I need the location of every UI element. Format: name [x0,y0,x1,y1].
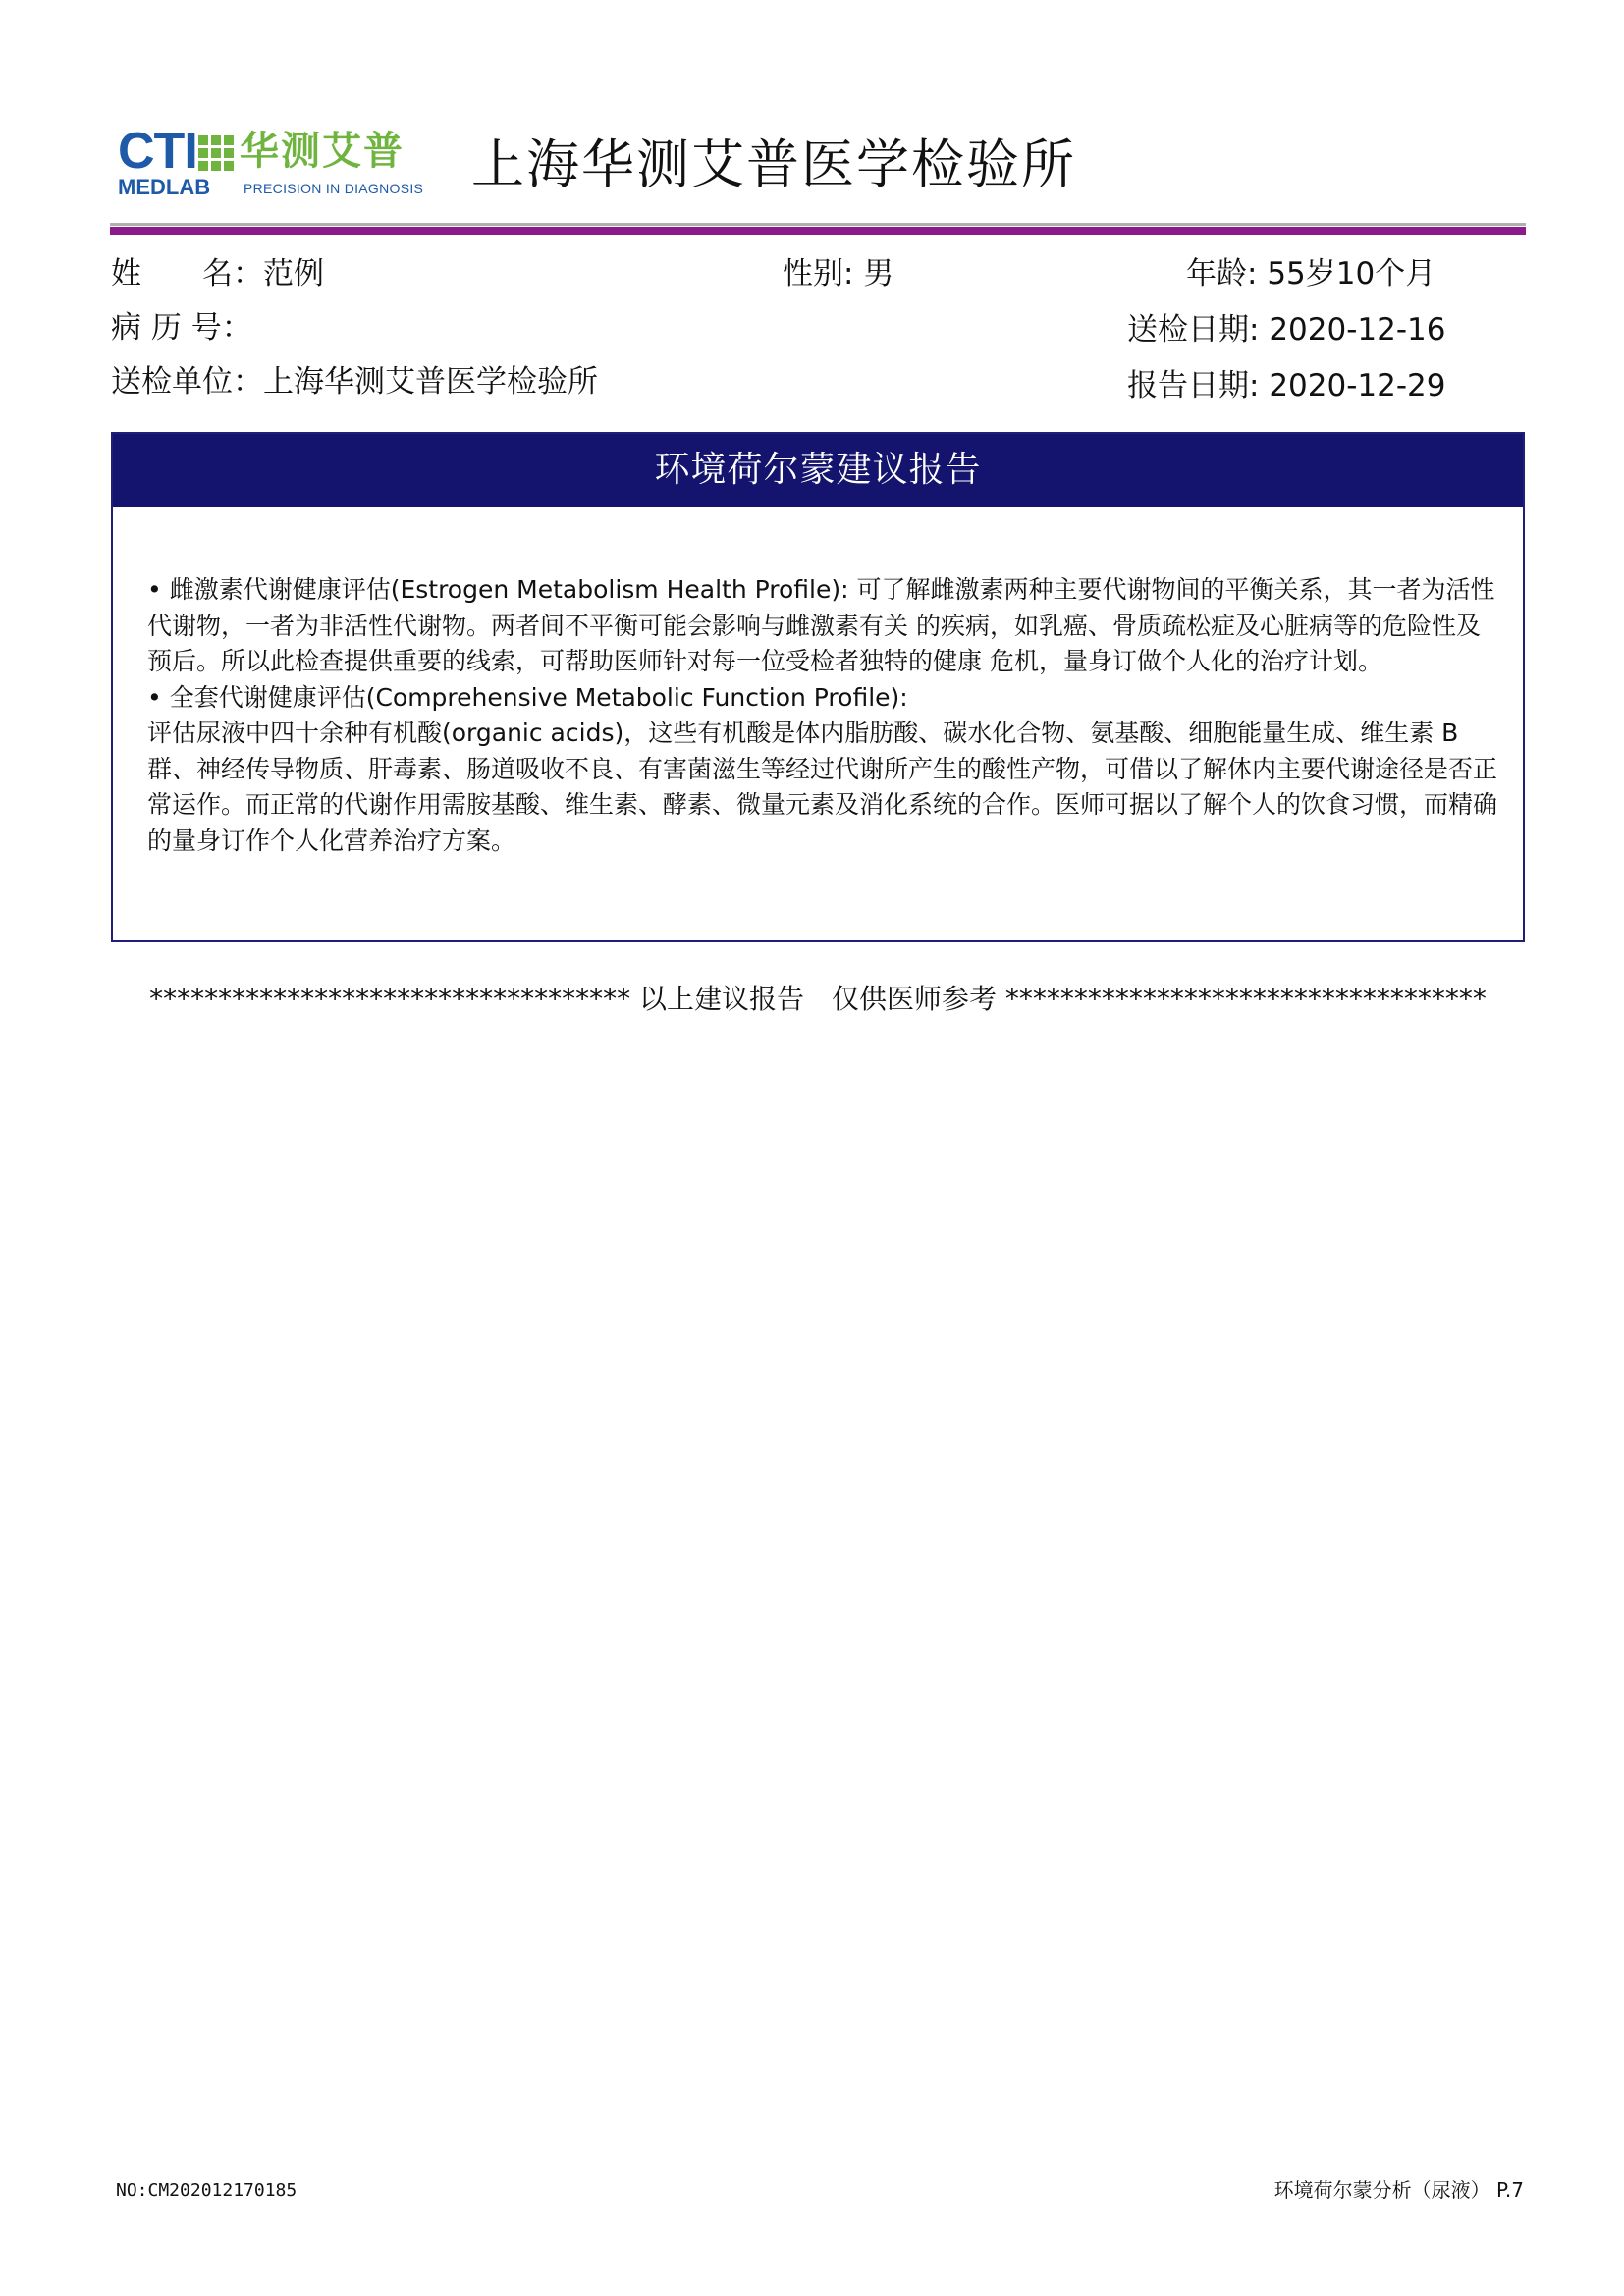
patient-record-label: 病 历 号： [111,310,252,346]
report-date-value: 2020-12-29 [1269,368,1446,403]
submit-unit-label: 送检单位： [111,364,263,400]
report-title: 环境荷尔蒙建议报告 [113,434,1523,507]
submit-unit-value: 上海华测艾普医学检验所 [263,364,598,400]
patient-gender-label: 性别: [783,256,854,292]
header-divider-purple [110,227,1526,235]
patient-name-value: 范例 [263,256,324,292]
patient-gender-value: 男 [863,256,894,292]
report-number: NO:CM202012170185 [116,2180,298,2201]
logo-cti-text: CTI [118,123,197,180]
page-footer-title: 环境荷尔蒙分析（尿液） P.7 [1273,2178,1524,2202]
patient-name-label: 姓 名： [111,256,263,292]
report-paragraph-estrogen: • 雌激素代谢健康评估(Estrogen Metabolism Health Profile): 可了解雌激素两种主要代谢物间的平衡关系，其一者为活性代谢物，一者为非活性代谢物。两者间不平衡可能会影响与雌激素有关 的疾病，如乳癌、骨质疏松症及心脏病等的危险性及预后。所以此检查提供重要的线索，可帮助医师针对每一位受检者独特的健康 危机，量身订做个人化的治疗计划。 [147,575,1495,675]
report-date-label: 报告日期: [1127,368,1260,403]
patient-age-label: 年龄: [1186,256,1258,292]
patient-gender [783,254,893,294]
company-logo [118,123,432,200]
report-date [1127,366,1445,405]
logo-tagline: PRECISION IN DIAGNOSIS [244,181,424,196]
patient-age-value: 55岁10个月 [1267,256,1436,292]
submit-unit [111,362,598,401]
submit-date-label: 送检日期: [1127,312,1260,347]
lab-title: 上海华测艾普医学检验所 [471,133,1076,195]
report-box [111,432,1525,942]
report-paragraph-metabolic-heading: • 全套代谢健康评估(Comprehensive Metabolic Function Profile): [147,682,908,712]
logo-grid-icon [198,135,234,171]
patient-name [111,254,324,294]
report-paragraph-metabolic: 评估尿液中四十余种有机酸(organic acids)，这些有机酸是体内脂肪酸、碳水化合物、氨基酸、细胞能量生成、维生素 B 群、神经传导物质、肝毒素、肠道吸收不良、有害菌滋生等经过代谢所产生的酸性产物，可借以了解体内主要代谢途径是否正常运作。而正常的代谢作用需胺基酸、维生素、酵素、微量元素及消化系统的合作。医师可据以了解个人的饮食习惯，而精确的量身订作个人化营养治疗方案。 [147,719,1498,855]
submit-date-value: 2020-12-16 [1269,312,1446,347]
report-end-line: *********************************** 以上建议报告 仅供医师参考 *********************************** [149,983,1487,1015]
report-body [147,572,1502,859]
logo-chinese-name: 华测艾普 [240,129,405,174]
header-divider-gray [110,223,1526,226]
submit-date [1127,310,1445,349]
patient-record [111,308,252,347]
logo-medlab-text: MEDLAB [118,175,211,199]
patient-age [1186,254,1435,294]
